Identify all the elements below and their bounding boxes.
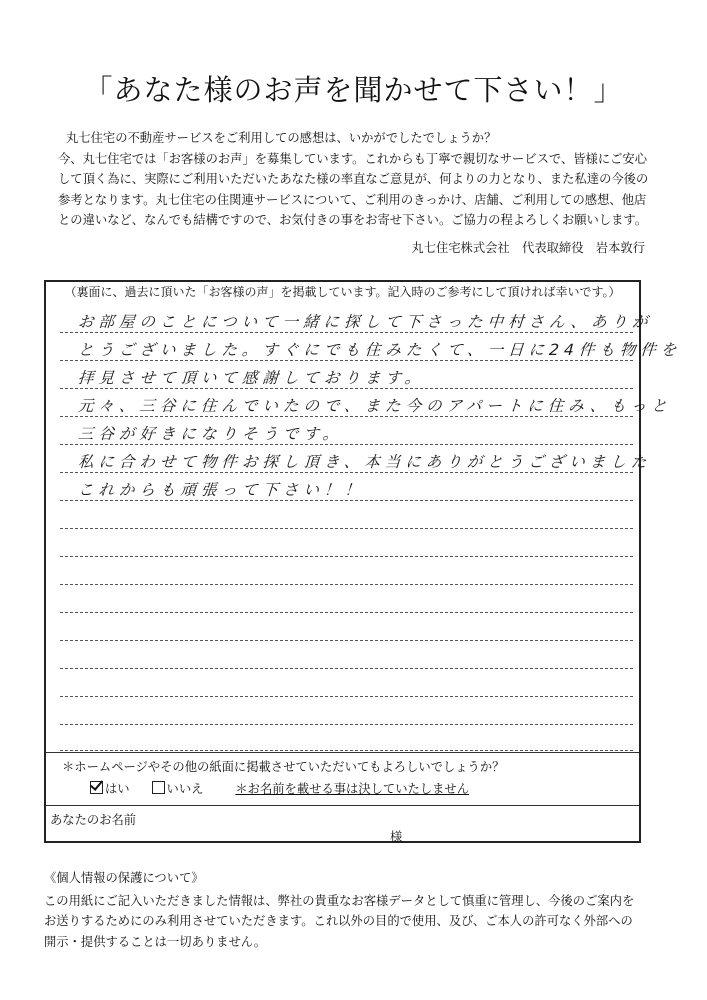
comment-form <box>44 280 682 844</box>
intro-line: 丸七住宅の不動産サービスをご利用しての感想は、いかがでしたでしょうか？ <box>66 131 497 145</box>
privacy-heading: 《個人情報の保護について》 <box>44 871 204 885</box>
ruled-line <box>60 556 633 557</box>
ruled-line <box>60 444 633 445</box>
intro-line: 今、丸七住宅では「お客様のお声」を募集しています。これからも丁寧で親切なサービスで、皆様にご安心 <box>58 151 648 166</box>
publish-consent <box>46 752 639 806</box>
no-checkbox[interactable] <box>152 781 165 794</box>
no-label: いいえ <box>166 782 204 796</box>
company-signature: 丸七住宅株式会社 代表取締役 岩本敦行 <box>411 241 645 255</box>
privacy-line: お送りするためにのみ利用させていただきます。これ以外の目的で使用、及び、ご本人の許可なく外部への <box>44 914 633 928</box>
name-privacy-note: ＊お名前を載せる事は決していたしません <box>235 782 470 796</box>
handwritten-line: 拝見させて頂いて感謝しております。 <box>77 369 426 387</box>
page-title: 「あなた様のお声を聞かせて下さい！」 <box>83 73 624 107</box>
handwritten-line: 元々、三谷に住んでいたので、また今のアパートに住み、もっと <box>77 397 673 415</box>
consent-question: ＊ホームページやその他の紙面に掲載させていただいてもよろしいでしょうか？ <box>62 760 505 774</box>
intro-line: して頂く為に、実際にご利用いただいたあなた様の率直なご意見が、何よりの力となり、また私達の今後の <box>58 172 649 187</box>
yes-label: はい <box>105 782 130 796</box>
consent-yes-option[interactable] <box>90 779 130 797</box>
form-header <box>46 282 639 302</box>
handwritten-line: 私に合わせて物件お探し頂き、本当にありがとうございました <box>77 453 652 471</box>
name-suffix: 様 <box>390 830 403 844</box>
handwritten-line: これからも頑張って下さい！！ <box>77 481 366 499</box>
form-header-text: （裏面に、過去に頂いた「お客様の声」を掲載しています。記入時のご参考にして頂ければ幸いです。） <box>64 285 621 299</box>
ruled-line <box>60 360 633 361</box>
yes-checkbox[interactable] <box>90 781 103 794</box>
intro-line: 参考となります。丸七住宅の住関連サービスについて、ご利用のきっかけ、店舗、ご利用しての感想、他店 <box>58 192 647 207</box>
handwritten-line: お部屋のことについて一緒に探して下さった中村さん、ありが <box>77 313 654 331</box>
ruled-line <box>60 416 633 417</box>
comment-area[interactable] <box>60 304 682 752</box>
ruled-line <box>60 612 633 613</box>
ruled-line <box>60 640 633 641</box>
name-field-label: あなたのお名前 <box>50 813 137 827</box>
privacy-line: 開示・提供することは一切ありません。 <box>44 934 267 949</box>
handwritten-line: 三谷が好きになりそうです。 <box>77 425 344 443</box>
consent-no-option[interactable] <box>152 779 204 797</box>
ruled-line <box>60 724 633 725</box>
intro-line: との違いなど、なんでも結構ですので、お気付きの事をお寄せ下さい。ご協力の程よろしくお願いします。 <box>58 213 648 228</box>
consent-options <box>90 779 469 797</box>
ruled-line <box>60 472 633 473</box>
ruled-line <box>60 750 633 751</box>
privacy-line: この用紙にご記入いただきました情報は、弊社の貴重なお客様データとして慎重に管理し、今後のご案内を <box>44 893 635 908</box>
ruled-line <box>60 584 633 585</box>
ruled-line <box>60 528 633 529</box>
intro-text <box>58 128 658 231</box>
ruled-line <box>60 500 633 501</box>
ruled-line <box>60 332 633 333</box>
ruled-line <box>60 388 633 389</box>
ruled-line <box>60 696 633 697</box>
ruled-line <box>60 668 633 669</box>
handwritten-line: とうございました。すぐにでも住みたくて、一日に24件も物件を <box>77 341 682 359</box>
privacy-notice <box>44 868 684 952</box>
